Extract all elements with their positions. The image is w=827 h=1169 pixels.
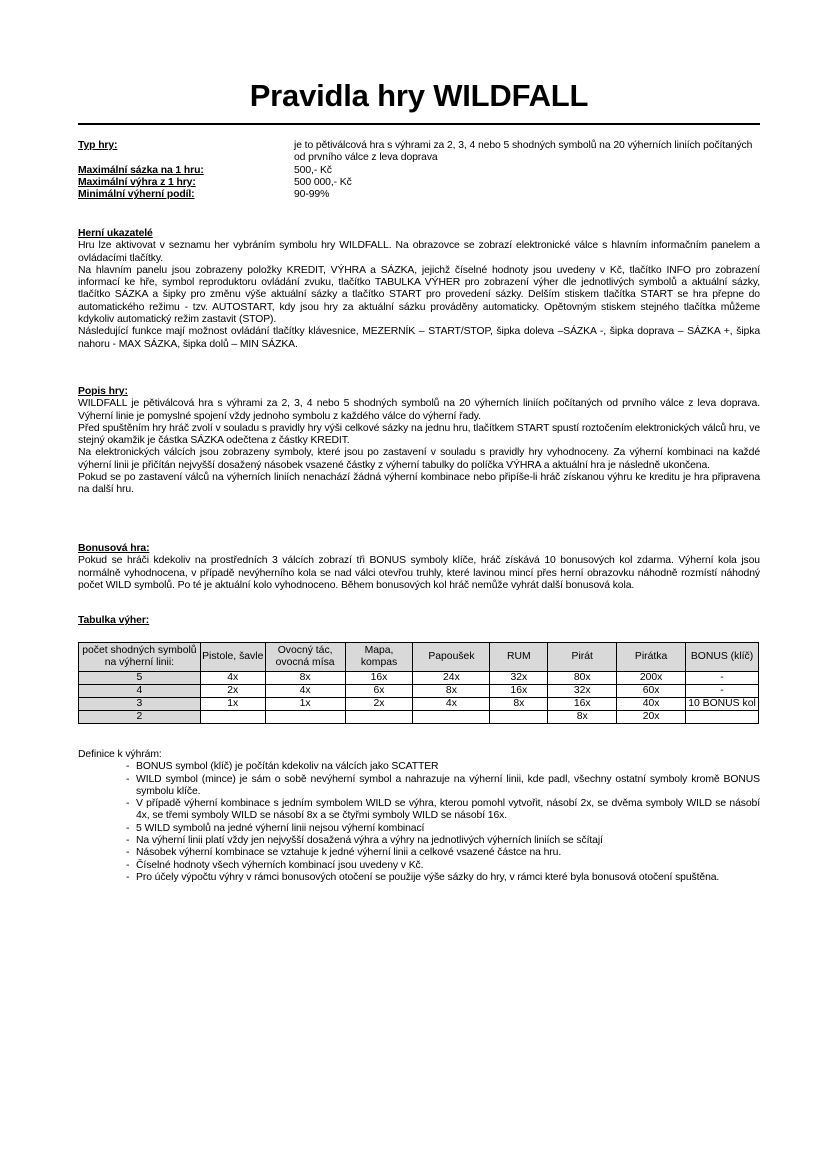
paytable-header-row <box>79 643 759 672</box>
list-item <box>78 872 760 884</box>
title-divider <box>78 123 760 125</box>
section-heading: Tabulka výher: <box>78 615 150 626</box>
bullet-dash: - <box>126 822 130 834</box>
table-cell: 20x <box>617 711 686 724</box>
bullet-dash: - <box>126 761 130 773</box>
paragraph: Následující funkce mají možnost ovládání tlačítky klávesnice, MEZERNÍK – START/STOP, šipka doleva –SÁZKA -, šipka doprava – SÁZKA +, šipka nahoru - MAX SÁZKA, šipka dolů – MIN SÁZKA. <box>78 326 760 350</box>
section-paytable-heading <box>78 615 760 627</box>
table-cell: 2x <box>200 685 265 698</box>
list-item-text: WILD symbol (mince) je sám o sobě nevýherní symbol a nahrazuje na výherní linii, kde padl, všechny ostatní symboly kromě BONUS symbolu klíče. <box>136 773 760 797</box>
table-cell: 8x <box>490 698 548 711</box>
list-item-text: Na výherní linii platí vždy jen nejvyšší dosažená výhra a výhry na jednotlivých výherních liniích se sčítají <box>136 835 603 847</box>
table-cell: 4x <box>200 672 265 685</box>
info-label: Minimální výherní podíl: <box>78 189 195 201</box>
paytable-header: Pirát <box>548 643 617 672</box>
paragraph: Hru lze aktivovat v seznamu her vybráním symbolu hry WILDFALL. Na obrazovce se zobrazí elektronické válce s hlavním informačním panelem a ovládacími tlačítky. <box>78 240 760 264</box>
table-cell: - <box>686 685 759 698</box>
list-item-text: Číselné hodnoty všech výherních kombinací jsou uvedeny v Kč. <box>136 859 424 871</box>
section-heading: Herní ukazatelé <box>78 228 153 239</box>
info-value: 90-99% <box>294 189 330 201</box>
list-item <box>78 823 760 835</box>
list-item-text: BONUS symbol (klíč) je počítán kdekoliv na válcích jako SCATTER <box>136 761 439 773</box>
table-row <box>79 698 759 711</box>
table-cell: 80x <box>548 672 617 685</box>
table-cell: 1x <box>200 698 265 711</box>
info-label: Typ hry: <box>78 140 118 151</box>
paragraph: Pokud se po zastavení válců na výherních liniích nenachází žádná výherní kombinace nebo připíše-li hráč získanou výhru ke kreditu je hra připravena na další hru. <box>78 472 760 496</box>
table-cell: 6x <box>345 685 413 698</box>
table-cell: 32x <box>490 672 548 685</box>
section-heading: Bonusová hra: <box>78 543 150 554</box>
info-value: 500 000,- Kč <box>294 176 352 188</box>
list-item-text: Násobek výherní kombinace se vztahuje k jedné výherní linii a celkové vsazené částce na hru. <box>136 847 562 859</box>
info-row-max-bet <box>78 165 760 177</box>
info-row-max-win <box>78 177 760 189</box>
table-cell: 4x <box>265 685 345 698</box>
table-cell: 200x <box>617 672 686 685</box>
table-cell: 2 <box>79 711 201 724</box>
paragraph: WILDFALL je pětiválcová hra s výhrami za 2, 3, 4 nebo 5 shodných symbolů na 20 výherních liniích počítaných od prvního válce z leva doprava. Výherní linie je pomyslné spojení vždy jednoho symbolu z každého válce do výherní řady. <box>78 398 760 422</box>
page-title: Pravidla hry WILDFALL <box>249 78 589 113</box>
paragraph: Před spuštěním hry hráč zvolí v souladu s pravidly hry výši celkové sázky na jednu hru, tlačítkem START spustí roztočením elektronických válců hru, ve stejný okamžik je částka SÁZKA odečtena z částky KREDIT. <box>78 422 760 447</box>
table-cell: 60x <box>617 685 686 698</box>
table-cell: 5 <box>79 672 201 685</box>
paytable-header: Ovocný tác, ovocná mísa <box>265 643 345 672</box>
paytable-header: Mapa, kompas <box>345 643 413 672</box>
bullet-dash: - <box>126 871 130 883</box>
info-row-game-type <box>78 140 760 165</box>
table-cell <box>200 711 265 724</box>
table-cell <box>490 711 548 724</box>
paragraph: Pokud se hráči kdekoliv na prostředních 3 válcích zobrazí tři BONUS symboly klíče, hráč získává 10 bonusových kol zdarma. Výherní kola jsou normálně vyhodnocena, v případě nevýherního kola se nad válci otevřou truhly, které lavinou mincí přes herní obrazovku náhodně rozmístí náhodný počet WILD symbolů. Po té je aktuální kolo vyhodnoceno. Během bonusových kol hráč nemůže vyhrát další bonusová kola. <box>78 555 760 591</box>
paytable-header: RUM <box>490 643 548 672</box>
bullet-dash: - <box>126 835 130 847</box>
table-cell: 3 <box>79 698 201 711</box>
paytable-header: Papoušek <box>413 643 490 672</box>
table-cell: - <box>686 672 759 685</box>
paragraph: Na hlavním panelu jsou zobrazeny položky KREDIT, VÝHRA a SÁZKA, jejichž číselné hodnoty jsou uvedeny v Kč, tlačítko INFO pro zobrazení informací ke hře, symbol reproduktoru ovládání zvuku, tlačítko TABULKA VÝHER pro zobrazení výher dle jednotlivých symbolů a aktuální sázky, tlačítko SÁZKA a šipky pro změnu výše aktuální sázky a tlačítko START pro provedení sázky. Delším stiskem tlačítka START se hra přepne do automatického režimu - tzv. AUTOSTART, kdy jsou hry za aktuální sázku prováděny automaticky. Opětovným stiskem stejného tlačítka můžeme kdykoliv automatický režim zastavit (STOP). <box>78 264 760 326</box>
info-value: je to pětiválcová hra s výhrami za 2, 3, 4 nebo 5 shodných symbolů na 20 výherních liniích počítaných od prvního válce z leva doprava <box>294 140 753 164</box>
definitions-block <box>78 749 760 884</box>
list-item-text: V případě výherní kombinace s jedním symbolem WILD se výhra, kterou pomohl vytvořit, násobí 2x, se dvěma symboly WILD se násobí 4x, se třemi symboly WILD se násobí 8x a se čtyřmi symboly WILD se násobí 16x. <box>136 798 760 822</box>
table-row <box>79 711 759 724</box>
section-game-description <box>78 386 760 497</box>
section-heading: Popis hry: <box>78 386 128 397</box>
table-cell <box>686 711 759 724</box>
section-game-indicators <box>78 228 760 351</box>
table-cell: 1x <box>265 698 345 711</box>
info-label: Maximální sázka na 1 hru: <box>78 164 204 176</box>
bullet-dash: - <box>126 859 130 871</box>
definitions-heading: Definice k výhrám: <box>78 749 162 760</box>
paytable <box>78 642 759 724</box>
table-cell: 8x <box>413 685 490 698</box>
info-value: 500,- Kč <box>294 164 332 176</box>
table-cell: 24x <box>413 672 490 685</box>
paytable-header: Pirátka <box>617 643 686 672</box>
list-item-text: 5 WILD symbolů na jedné výherní linii nejsou výherní kombinací <box>136 822 425 834</box>
table-row <box>79 672 759 685</box>
table-cell <box>265 711 345 724</box>
game-info-block <box>78 140 760 201</box>
bullet-dash: - <box>126 773 130 785</box>
info-label: Maximální výhra z 1 hry: <box>78 176 196 188</box>
table-cell: 8x <box>548 711 617 724</box>
table-cell: 16x <box>345 672 413 685</box>
list-item <box>78 774 760 799</box>
table-cell: 8x <box>265 672 345 685</box>
table-cell: 32x <box>548 685 617 698</box>
bullet-dash: - <box>126 847 130 859</box>
table-cell: 10 BONUS kol <box>686 698 759 711</box>
table-cell <box>413 711 490 724</box>
table-cell: 40x <box>617 698 686 711</box>
bullet-dash: - <box>126 798 130 810</box>
list-item <box>78 835 760 847</box>
table-cell: 4x <box>413 698 490 711</box>
list-item <box>78 860 760 872</box>
table-cell <box>345 711 413 724</box>
paytable-header: počet shodných symbolů na výherní linii: <box>79 643 201 672</box>
table-cell: 16x <box>490 685 548 698</box>
list-item <box>78 847 760 859</box>
table-row <box>79 685 759 698</box>
paragraph: Na elektronických válcích jsou zobrazeny symboly, které jsou po zastavení v souladu s pravidly hry vyhodnoceny. Za výherní kombinaci na každé výherní linii je přičítán nejvyšší dosažený násobek vsazené částky z výherní tabulky do políčka VÝHRA a aktuální hra je následně ukončena. <box>78 447 760 471</box>
paytable-header: Pistole, šavle <box>200 643 265 672</box>
table-cell: 4 <box>79 685 201 698</box>
list-item <box>78 798 760 823</box>
info-row-min-rtp <box>78 189 760 201</box>
list-item-text: Pro účely výpočtu výhry v rámci bonusových otočení se použije výše sázky do hry, v rámci které byla bonusová otočení spuštěna. <box>136 871 720 883</box>
table-cell: 2x <box>345 698 413 711</box>
list-item <box>78 761 760 773</box>
definitions-list <box>78 761 760 884</box>
paytable-header: BONUS (klíč) <box>686 643 759 672</box>
section-bonus-game <box>78 543 760 592</box>
table-cell: 16x <box>548 698 617 711</box>
